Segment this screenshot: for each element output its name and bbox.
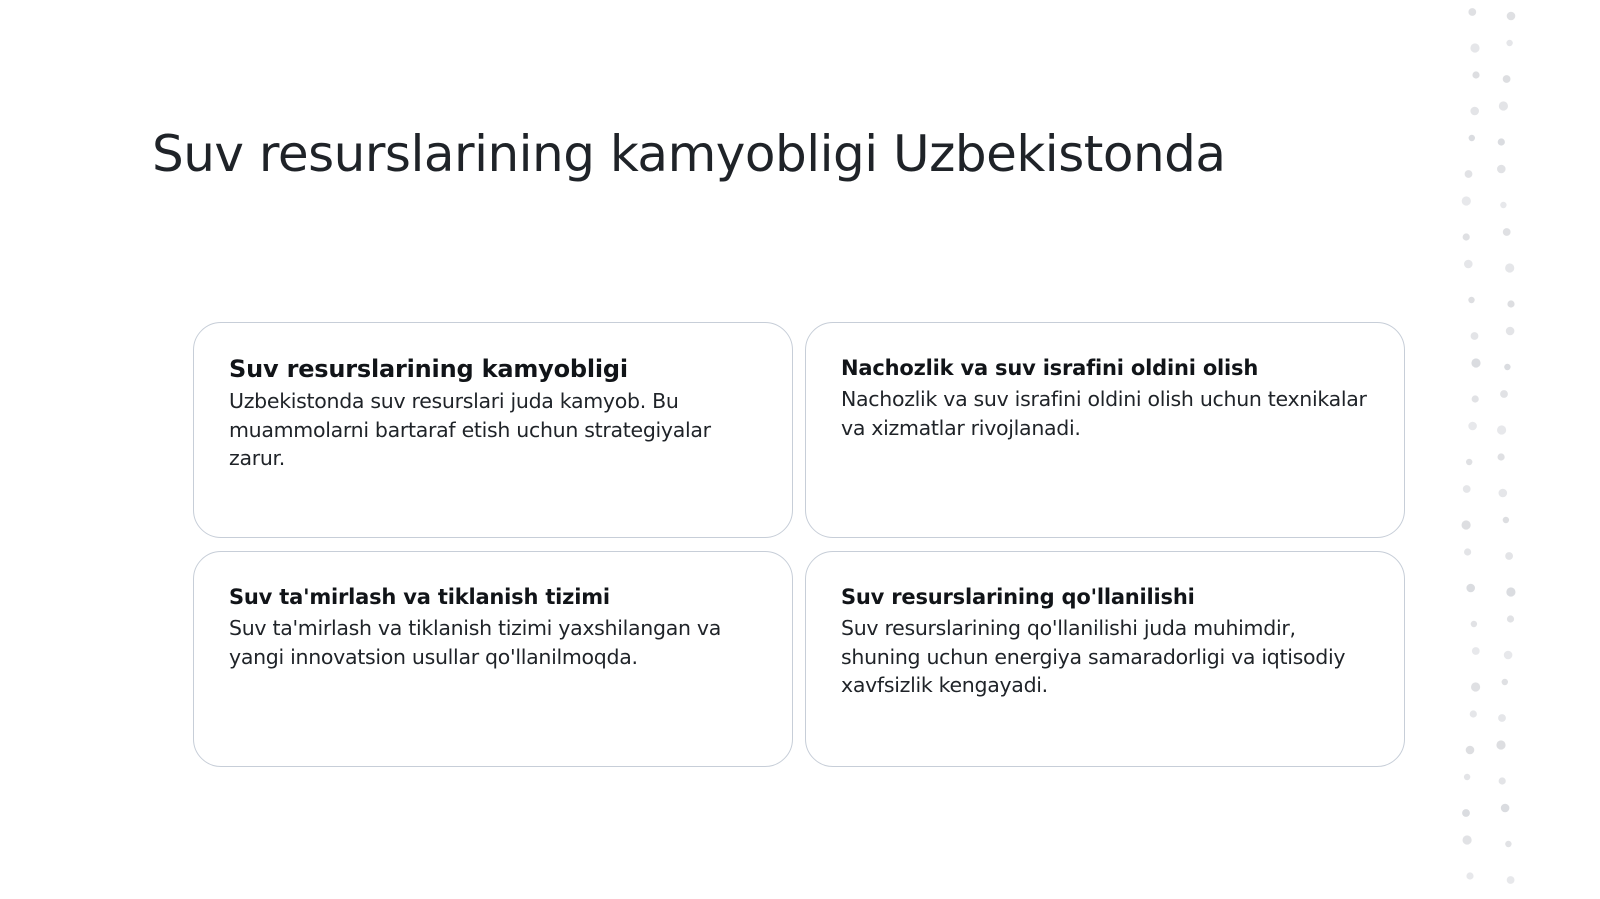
card-title: Suv ta'mirlash va tiklanish tizimi [229,585,610,609]
card-text: Uzbekistonda suv resurslari juda kamyob. Bu muammolarni bartaraf etish uchun strategiyalar zarur. [229,389,711,470]
card-text: Suv resurslarining qo'llanilishi juda muhimdir, shuning uchun energiya samaradorligi va iqtisodiy xavfsizlik kengayadi. [841,616,1346,697]
decorative-dots-pattern [1448,0,1528,899]
card-title: Nachozlik va suv israfini oldini olish [841,356,1259,380]
card-water-usage [805,551,1405,767]
card-text: Suv ta'mirlash va tiklanish tizimi yaxshilangan va yangi innovatsion usullar qo'llanilmoqda. [229,616,721,669]
card-text: Nachozlik va suv israfini oldini olish uchun texnikalar va xizmatlar rivojlanadi. [841,387,1367,440]
card-waste-prevention [805,322,1405,538]
card-title: Suv resurslarining qo'llanilishi [841,585,1195,609]
card-restoration-system [193,551,793,767]
card-water-scarcity [193,322,793,538]
slide-title: Suv resurslarining kamyobligi Uzbekistonda [152,125,1226,183]
card-title: Suv resurslarining kamyobligi [229,355,628,383]
